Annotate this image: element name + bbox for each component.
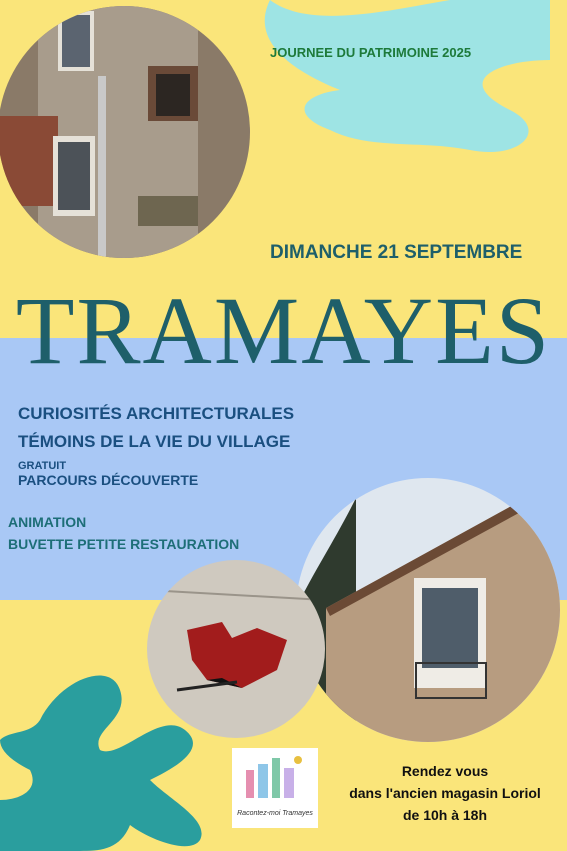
event-date: DIMANCHE 21 SEPTEMBRE [270,242,523,263]
footer-line-3: de 10h à 18h [402,807,488,823]
line-temoins: TÉMOINS DE LA VIE DU VILLAGE [18,432,291,451]
building-photo-right [296,478,560,742]
label-gratuit: GRATUIT [18,460,67,472]
cyan-leaf-shape [250,0,550,160]
logo [232,748,318,828]
shoe-sign-photo [147,560,325,738]
line-buvette: BUVETTE PETITE RESTAURATION [8,536,240,552]
footer-info [330,760,560,826]
event-heading: JOURNEE DU PATRIMOINE 2025 [270,45,472,60]
footer-line-2: dans l'ancien magasin Loriol [349,785,541,801]
line-parcours: PARCOURS DÉCOUVERTE [18,472,199,488]
line-curiosites: CURIOSITÉS ARCHITECTURALES [18,404,295,423]
logo-text: Racontez-moi Tramayes [237,810,313,817]
town-title: TRAMAYES [15,277,552,384]
footer-line-1: Rendez vous [401,763,489,779]
line-animation: ANIMATION [8,514,87,530]
logo-buildings-icon [232,748,318,808]
building-photo-top [0,6,250,258]
